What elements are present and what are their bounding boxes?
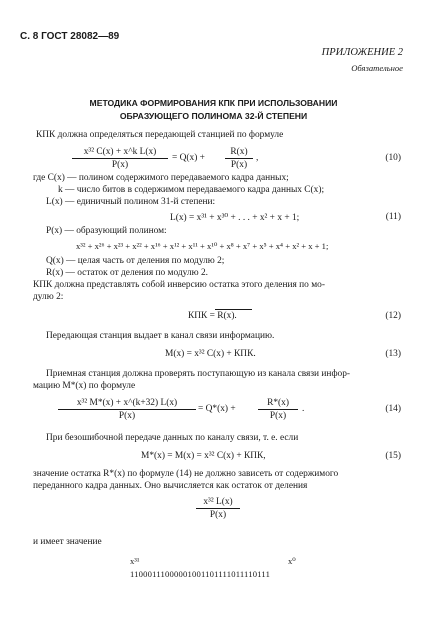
eq14-denominator-2: P(x) — [269, 411, 287, 421]
eq10-numerator: x³² C(x) + x^k L(x) — [72, 146, 168, 159]
eq10-fraction-1 — [72, 146, 168, 171]
eq14-denominator: P(x) — [118, 411, 136, 421]
where-k: k — число битов в содержимом передаваемого кадра данных C(x); — [58, 185, 325, 195]
paragraph-5-line-1: значение остатка R*(x) по формуле (14) не должно зависеть от содержимого — [33, 469, 339, 479]
eq10-fraction-2 — [225, 146, 253, 171]
eq13-expression: M(x) = x³² C(x) + КПК. — [165, 349, 256, 359]
eq12-number: (12) — [385, 311, 401, 321]
eq10-numerator-2: R(x) — [225, 146, 253, 159]
value-exponent-right: x⁰ — [288, 556, 296, 566]
eq14-middle: = Q*(x) + — [198, 404, 236, 414]
where-q: Q(x) — целая часть от деления по модулю 2; — [46, 256, 225, 266]
eq16-numerator: x³² L(x) — [196, 496, 240, 509]
generator-polynomial: x³² + x²⁶ + x²³ + x²² + x¹⁶ + x¹² + x¹¹ + x¹⁰ + x⁸ + x⁷ + x⁵ + x⁴ + x² + x + 1; — [76, 241, 329, 251]
eq11-number: (11) — [385, 212, 401, 222]
eq15-number: (15) — [385, 451, 401, 461]
eq10-number: (10) — [385, 153, 401, 163]
paragraph-4: При безошибочной передаче данных по каналу связи, т. е. если — [46, 433, 299, 443]
eq10-tail: , — [256, 153, 259, 163]
appendix-status: Обязательное — [351, 63, 403, 73]
paragraph-3-line-2: мацию M*(x) по формуле — [33, 381, 136, 391]
eq13-number: (13) — [385, 349, 401, 359]
page-header: С. 8 ГОСТ 28082—89 — [20, 31, 120, 42]
eq12-expression: КПК = R(x). — [188, 311, 237, 321]
where-p: P(x) — образующий полином: — [46, 226, 167, 236]
eq14-fraction-2 — [258, 397, 298, 422]
paragraph-5-line-2: переданного кадра данных. Оно вычисляется как остаток от деления — [33, 481, 308, 491]
eq10-denominator: P(x) — [111, 160, 129, 170]
paragraph-1-line-1: КПК должна представлять собой инверсию остатка этого деления по мо- — [33, 280, 325, 290]
eq14-fraction-1 — [58, 397, 196, 422]
eq14-numerator-2: R*(x) — [258, 397, 298, 410]
intro-text: КПК должна определяться передающей станцией по формуле — [36, 130, 284, 140]
eq14-tail: . — [302, 404, 305, 414]
value-exponent-left: x³¹ — [130, 556, 140, 566]
eq10-middle: = Q(x) + — [172, 153, 205, 163]
eq16-denominator: P(x) — [209, 510, 227, 520]
title-line-2: ОБРАЗУЮЩЕГО ПОЛИНОМА 32-Й СТЕПЕНИ — [119, 111, 308, 121]
value-bit-string: 11000111000001001101111011110111 — [130, 569, 271, 579]
where-c: где C(x) — полином содержимого передаваемого кадра данных; — [33, 173, 289, 183]
paragraph-2: Передающая станция выдает в канал связи информацию. — [46, 331, 275, 341]
eq15-expression: M*(x) = M(x) = x³² C(x) + КПК, — [141, 451, 266, 461]
eq12-overline — [215, 309, 252, 310]
eq11-expression: L(x) = x³¹ + x³⁰ + . . . + x² + x + 1; — [170, 213, 300, 223]
where-l: L(x) — единичный полином 31-й степени: — [46, 197, 216, 207]
eq10-denominator-2: P(x) — [230, 160, 248, 170]
eq14-numerator: x³² M*(x) + x^(k+32) L(x) — [58, 397, 196, 410]
paragraph-6: и имеет значение — [33, 537, 102, 547]
eq14-number: (14) — [385, 404, 401, 414]
appendix-label: ПРИЛОЖЕНИЕ 2 — [321, 47, 403, 58]
where-r: R(x) — остаток от деления по модулю 2. — [46, 268, 208, 278]
paragraph-1-line-2: дулю 2: — [33, 292, 64, 302]
eq16-fraction — [196, 496, 240, 521]
paragraph-3-line-1: Приемная станция должна проверять поступающую из канала связи инфор- — [46, 369, 351, 379]
title-line-1: МЕТОДИКА ФОРМИРОВАНИЯ КПК ПРИ ИСПОЛЬЗОВАНИИ — [89, 98, 338, 108]
